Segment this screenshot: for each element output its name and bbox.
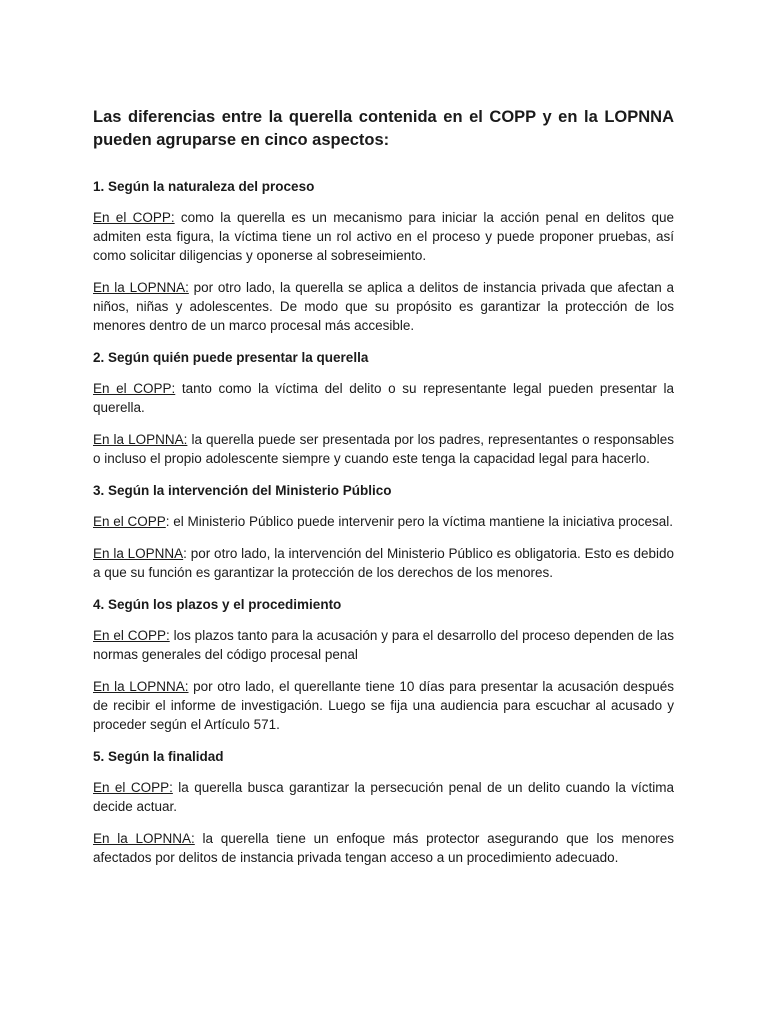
copp-text: la querella busca garantizar la persecución penal de un delito cuando la víctima decide actuar.: [93, 780, 675, 814]
section-heading: 3. Según la intervención del Ministerio Público: [93, 483, 392, 498]
copp-lead: En el COPP:: [93, 210, 175, 225]
document-title: Las diferencias entre la querella contenida en el COPP y en la LOPNNA pueden agruparse en cinco aspectos:: [93, 108, 674, 149]
section-ministerio-publico: [93, 481, 674, 582]
copp-paragraph: [93, 778, 674, 816]
copp-paragraph: [93, 512, 674, 531]
lopnna-lead: En la LOPNNA:: [93, 831, 195, 846]
copp-text: : el Ministerio Público puede intervenir pero la víctima mantiene la iniciativa procesal.: [165, 514, 674, 529]
copp-lead: En el COPP: [93, 514, 166, 529]
copp-paragraph: [93, 626, 674, 664]
lopnna-paragraph: [93, 677, 674, 734]
lopnna-text: : por otro lado, la intervención del Ministerio Público es obligatoria. Esto es debido a que su función es garantizar la protección de los derechos de los menores.: [93, 546, 674, 580]
lopnna-lead: En la LOPNNA:: [93, 432, 188, 447]
lopnna-text: por otro lado, el querellante tiene 10 días para presentar la acusación después de recibir el informe de investigación. Luego se fija una audiencia para escuchar al acusado y proceder según el Artículo 571.: [93, 679, 674, 732]
lopnna-paragraph: [93, 278, 674, 335]
lopnna-text: la querella tiene un enfoque más protector asegurando que los menores afectados por delitos de instancia privada tengan acceso a un procedimiento adecuado.: [93, 831, 674, 865]
copp-text: los plazos tanto para la acusación y para el desarrollo del proceso dependen de las normas generales del código procesal penal: [93, 628, 675, 662]
section-finalidad: [93, 747, 674, 867]
lopnna-paragraph: [93, 430, 674, 468]
section-heading: 4. Según los plazos y el procedimiento: [93, 597, 342, 612]
copp-text: como la querella es un mecanismo para iniciar la acción penal en delitos que admiten esta figura, la víctima tiene un rol activo en el proceso y puede proponer pruebas, así como solicitar diligencias y oponerse al sobreseimiento.: [93, 210, 674, 263]
section-heading: 1. Según la naturaleza del proceso: [93, 179, 315, 194]
copp-lead: En el COPP:: [93, 628, 170, 643]
copp-paragraph: [93, 208, 674, 265]
section-heading: 5. Según la finalidad: [93, 749, 224, 764]
copp-text: tanto como la víctima del delito o su representante legal pueden presentar la querella.: [93, 381, 675, 415]
copp-paragraph: [93, 379, 674, 417]
lopnna-text: la querella puede ser presentada por los padres, representantes o responsables o incluso el propio adolescente siempre y cuando este tenga la capacidad legal para hacerlo.: [93, 432, 674, 466]
section-quien-presenta: [93, 348, 674, 468]
section-heading: 2. Según quién puede presentar la querella: [93, 350, 369, 365]
copp-lead: En el COPP:: [93, 780, 173, 795]
copp-lead: En el COPP:: [93, 381, 176, 396]
lopnna-lead: En la LOPNNA: [93, 546, 184, 561]
lopnna-lead: En la LOPNNA:: [93, 280, 189, 295]
lopnna-text: por otro lado, la querella se aplica a delitos de instancia privada que afectan a niños, niñas y adolescentes. De modo que su propósito es garantizar la protección de los menores dentro de un marco procesal más accesible.: [93, 280, 674, 333]
lopnna-paragraph: [93, 544, 674, 582]
section-naturaleza: [93, 177, 674, 335]
section-plazos: [93, 595, 674, 734]
lopnna-paragraph: [93, 829, 674, 867]
lopnna-lead: En la LOPNNA:: [93, 679, 189, 694]
